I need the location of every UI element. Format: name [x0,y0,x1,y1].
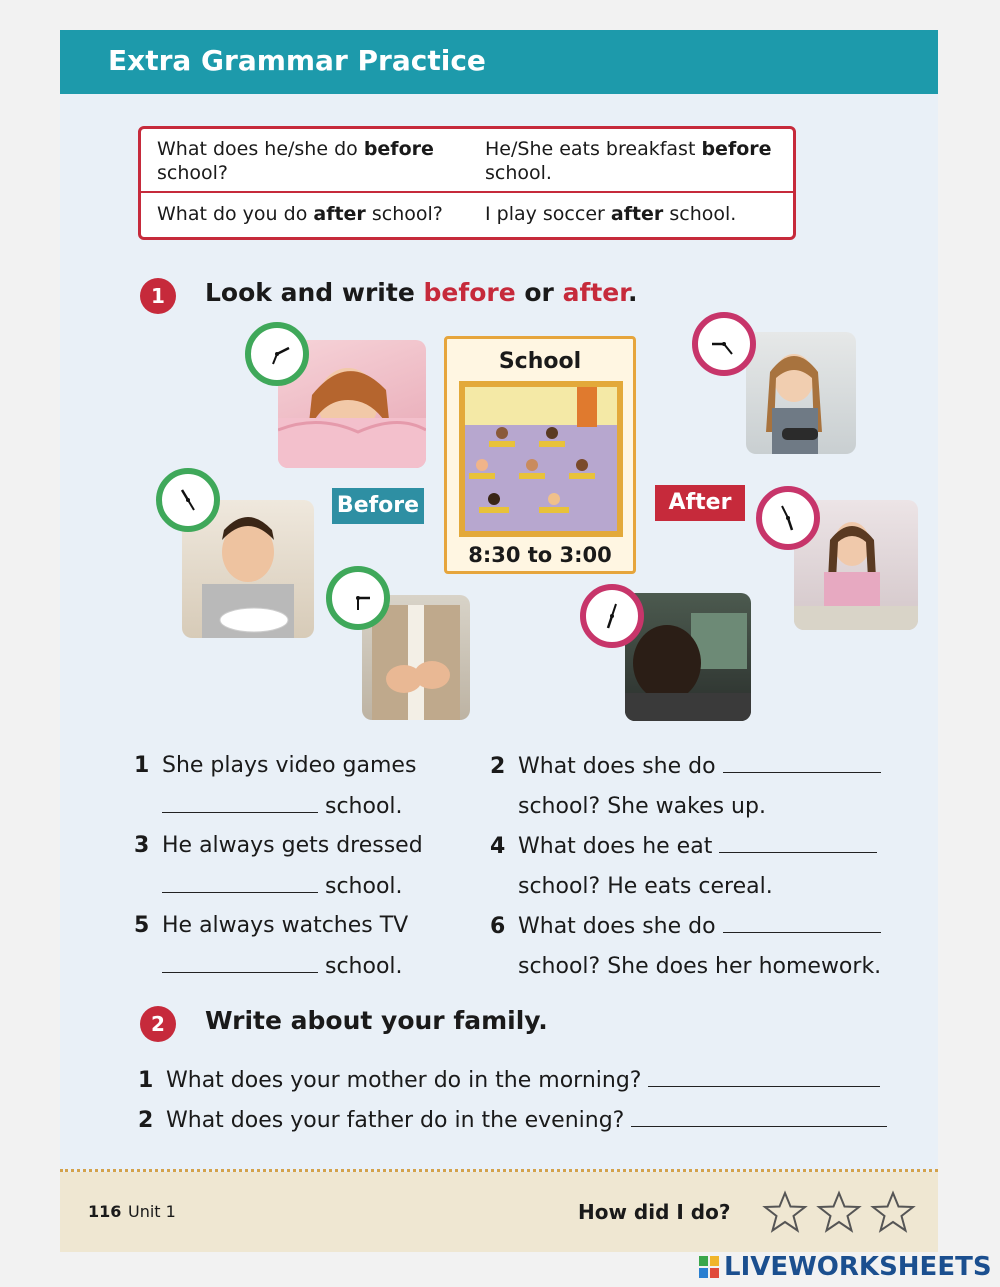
grammar-row [141,129,793,193]
page-footer [60,1172,938,1252]
grammar-table [138,126,796,240]
answer-blank[interactable] [723,752,881,773]
answer-blank[interactable] [719,832,877,853]
answer-blank[interactable] [631,1106,887,1127]
star-icon[interactable] [870,1190,916,1234]
clock-icon [245,322,309,386]
school-label: School [498,349,582,374]
star-icon[interactable] [762,1190,808,1234]
exercise-item: 5 He always watches TV school. [134,913,409,979]
section-number-badge: 1 [140,278,176,314]
family-question: 2 What does your father do in the evening? [138,1106,887,1135]
star-icon[interactable] [816,1190,862,1234]
liveworksheets-logo-icon [698,1254,720,1282]
answer-blank[interactable] [723,912,881,933]
grammar-question: What do you do after school? [157,203,443,225]
clock-icon [326,566,390,630]
unit-label: Unit 1 [128,1202,176,1221]
exercise-item: 2 What does she do school? She wakes up. [490,752,881,821]
section-number-badge: 2 [140,1006,176,1042]
after-tag: After [655,485,745,521]
exercise-item: 4 What does he eat school? He eats cereal. [490,832,877,901]
photo-girl-video-games [746,332,856,454]
grammar-row [141,191,793,237]
page-title: Extra Grammar Practice [108,44,486,77]
grammar-question: What does he/she do before school? [157,138,434,184]
grammar-answer: I play soccer after school. [485,203,737,225]
school-schedule-box [444,336,636,574]
family-question: 1 What does your mother do in the morning? [138,1066,880,1095]
answer-blank[interactable] [648,1066,880,1087]
self-assessment-question: How did I do? [578,1200,731,1224]
clock-icon [580,584,644,648]
page-header [60,30,938,94]
page-number: 116 [88,1202,122,1221]
clock-icon [756,486,820,550]
section-title: Look and write before or after. [205,278,638,307]
school-time: 8:30 to 3:00 [468,543,612,567]
classroom-illustration [459,381,623,537]
before-tag: Before [332,488,424,524]
worksheet-page [60,30,938,1252]
clock-icon [692,312,756,376]
grammar-answer: He/She eats breakfast before school. [485,138,772,184]
clock-icon [156,468,220,532]
answer-blank[interactable] [162,872,318,893]
exercise-item: 6 What does she do school? She does her homework. [490,914,882,979]
answer-blank[interactable] [162,792,318,813]
section-title: Write about your family. [205,1006,548,1035]
answer-blank[interactable] [162,952,318,973]
exercise-item: 3 He always gets dressed school. [134,833,423,899]
exercise-item: 1 She plays video games school. [134,753,417,819]
liveworksheets-watermark: LIVEWORKSHEETS [724,1252,992,1282]
photo-boy-watching-tv [625,593,751,721]
